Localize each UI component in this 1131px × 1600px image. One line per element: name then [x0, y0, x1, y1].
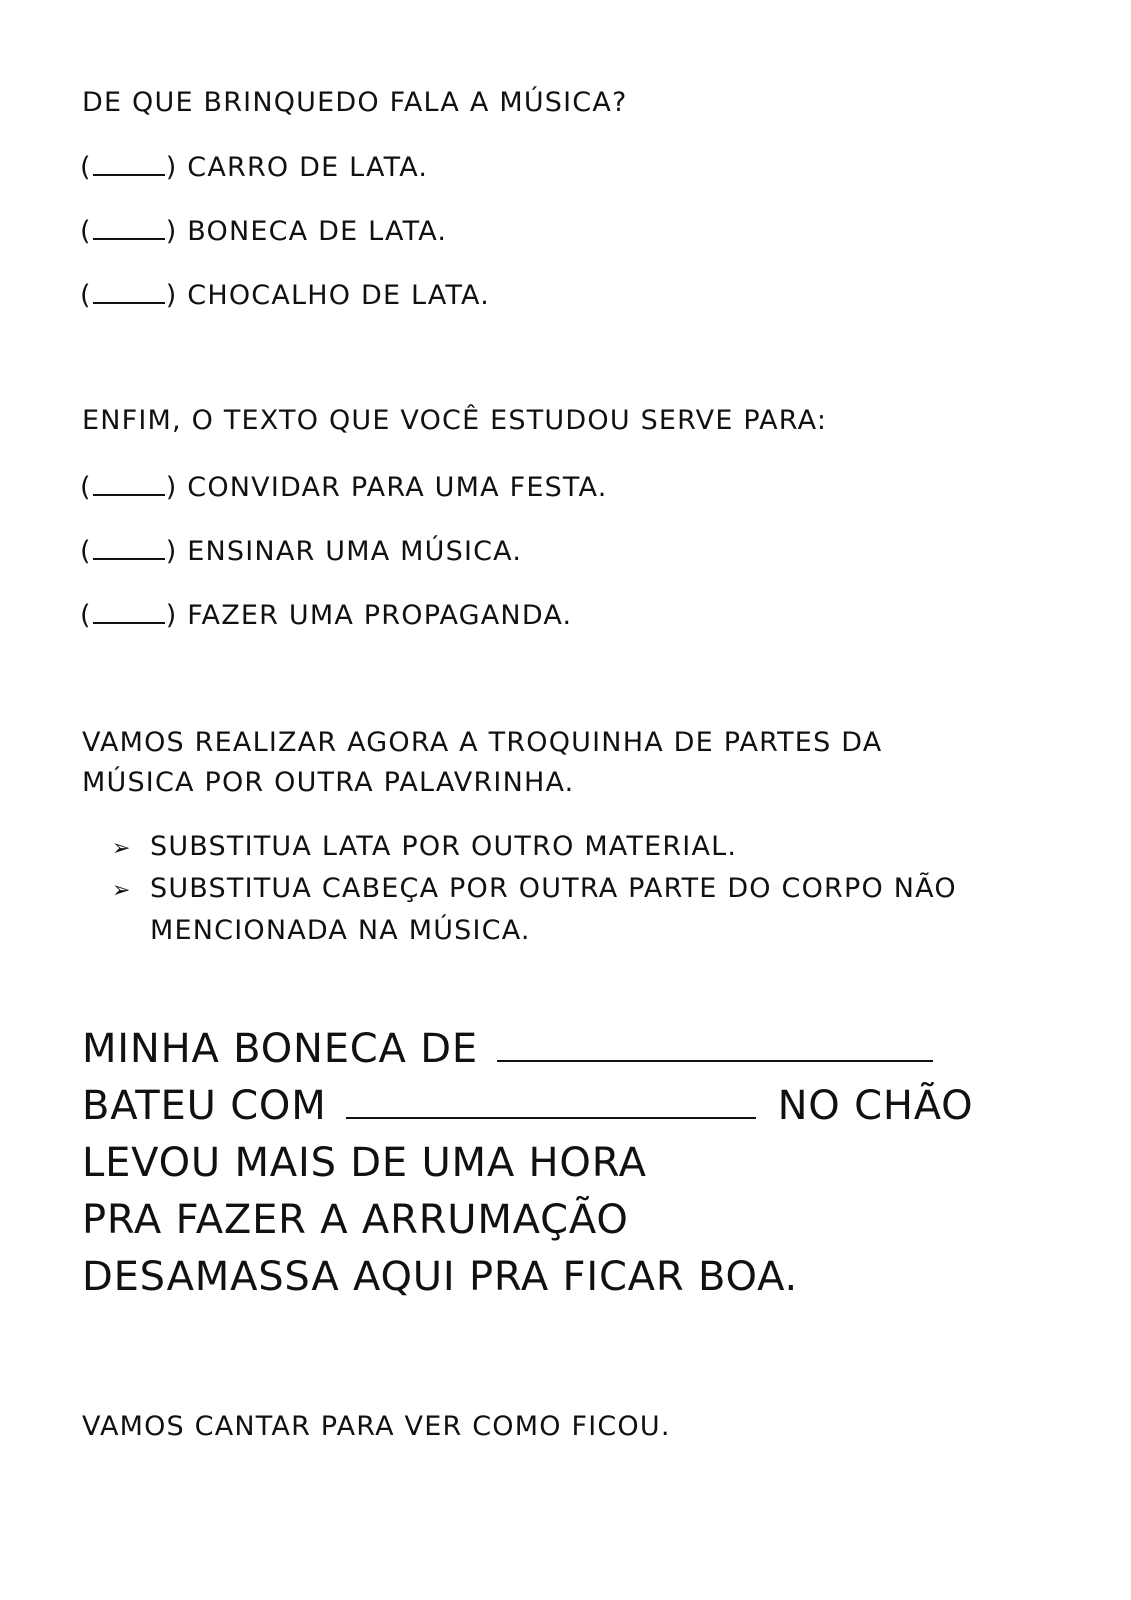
- answer-blank[interactable]: [93, 598, 165, 624]
- arrow-bullet-icon: ➢: [112, 878, 132, 903]
- lyrics-line-5: DESAMASSA AQUI PRA FICAR BOA.: [82, 1254, 799, 1300]
- question-purpose: ENFIM, O TEXTO QUE VOCÊ ESTUDOU SERVE PARA:: [82, 405, 828, 436]
- closing-instruction: VAMOS CANTAR PARA VER COMO FICOU.: [82, 1411, 671, 1442]
- option-close-paren: ): [165, 472, 178, 503]
- option-label: CONVIDAR PARA UMA FESTA.: [187, 472, 608, 503]
- bullet-item: [112, 826, 737, 870]
- option-label: FAZER UMA PROPAGANDA.: [187, 600, 573, 631]
- bullet-text: SUBSTITUA LATA POR OUTRO MATERIAL.: [150, 831, 738, 862]
- instruction-line-2: MÚSICA POR OUTRA PALAVRINHA.: [82, 767, 575, 798]
- answer-blank[interactable]: [93, 150, 165, 176]
- lyrics-text: BATEU COM: [82, 1083, 327, 1129]
- answer-blank[interactable]: [93, 534, 165, 560]
- answer-option[interactable]: [80, 150, 428, 185]
- arrow-bullet-icon: ➢: [112, 836, 132, 861]
- option-close-paren: ): [165, 600, 178, 631]
- option-label: CHOCALHO DE LATA.: [187, 280, 491, 311]
- lyrics-line-4: PRA FAZER A ARRUMAÇÃO: [82, 1197, 629, 1243]
- option-open-paren: (: [80, 152, 92, 183]
- lyrics-line-3: LEVOU MAIS DE UMA HORA: [82, 1140, 647, 1186]
- answer-option[interactable]: [80, 214, 447, 249]
- lyrics-text: MINHA BONECA DE: [82, 1026, 478, 1072]
- answer-option[interactable]: [80, 470, 608, 505]
- option-label: CARRO DE LATA.: [187, 152, 429, 183]
- answer-blank[interactable]: [93, 470, 165, 496]
- answer-option[interactable]: [80, 598, 572, 633]
- bullet-item: [112, 868, 957, 912]
- option-close-paren: ): [165, 280, 178, 311]
- option-label: BONECA DE LATA.: [187, 216, 448, 247]
- answer-option[interactable]: [80, 534, 522, 569]
- lyrics-line-1: [82, 1024, 933, 1074]
- bullet-text: SUBSTITUA CABEÇA POR OUTRA PARTE DO CORPO NÃO: [150, 873, 957, 904]
- lyrics-line-2: [82, 1081, 973, 1131]
- option-open-paren: (: [80, 472, 92, 503]
- option-label: ENSINAR UMA MÚSICA.: [187, 536, 523, 567]
- fill-in-blank-material[interactable]: [497, 1030, 933, 1062]
- option-close-paren: ): [165, 216, 178, 247]
- bullet-text-continuation: MENCIONADA NA MÚSICA.: [150, 915, 531, 946]
- option-open-paren: (: [80, 600, 92, 631]
- option-close-paren: ): [165, 536, 178, 567]
- answer-option[interactable]: [80, 278, 490, 313]
- option-open-paren: (: [80, 536, 92, 567]
- instruction-line-1: VAMOS REALIZAR AGORA A TROQUINHA DE PARTES DA: [82, 727, 883, 758]
- lyrics-text: NO CHÃO: [777, 1083, 974, 1129]
- option-open-paren: (: [80, 216, 92, 247]
- fill-in-blank-body-part[interactable]: [346, 1087, 756, 1119]
- question-toy: DE QUE BRINQUEDO FALA A MÚSICA?: [82, 87, 628, 118]
- answer-blank[interactable]: [93, 278, 165, 304]
- answer-blank[interactable]: [93, 214, 165, 240]
- option-close-paren: ): [165, 152, 178, 183]
- option-open-paren: (: [80, 280, 92, 311]
